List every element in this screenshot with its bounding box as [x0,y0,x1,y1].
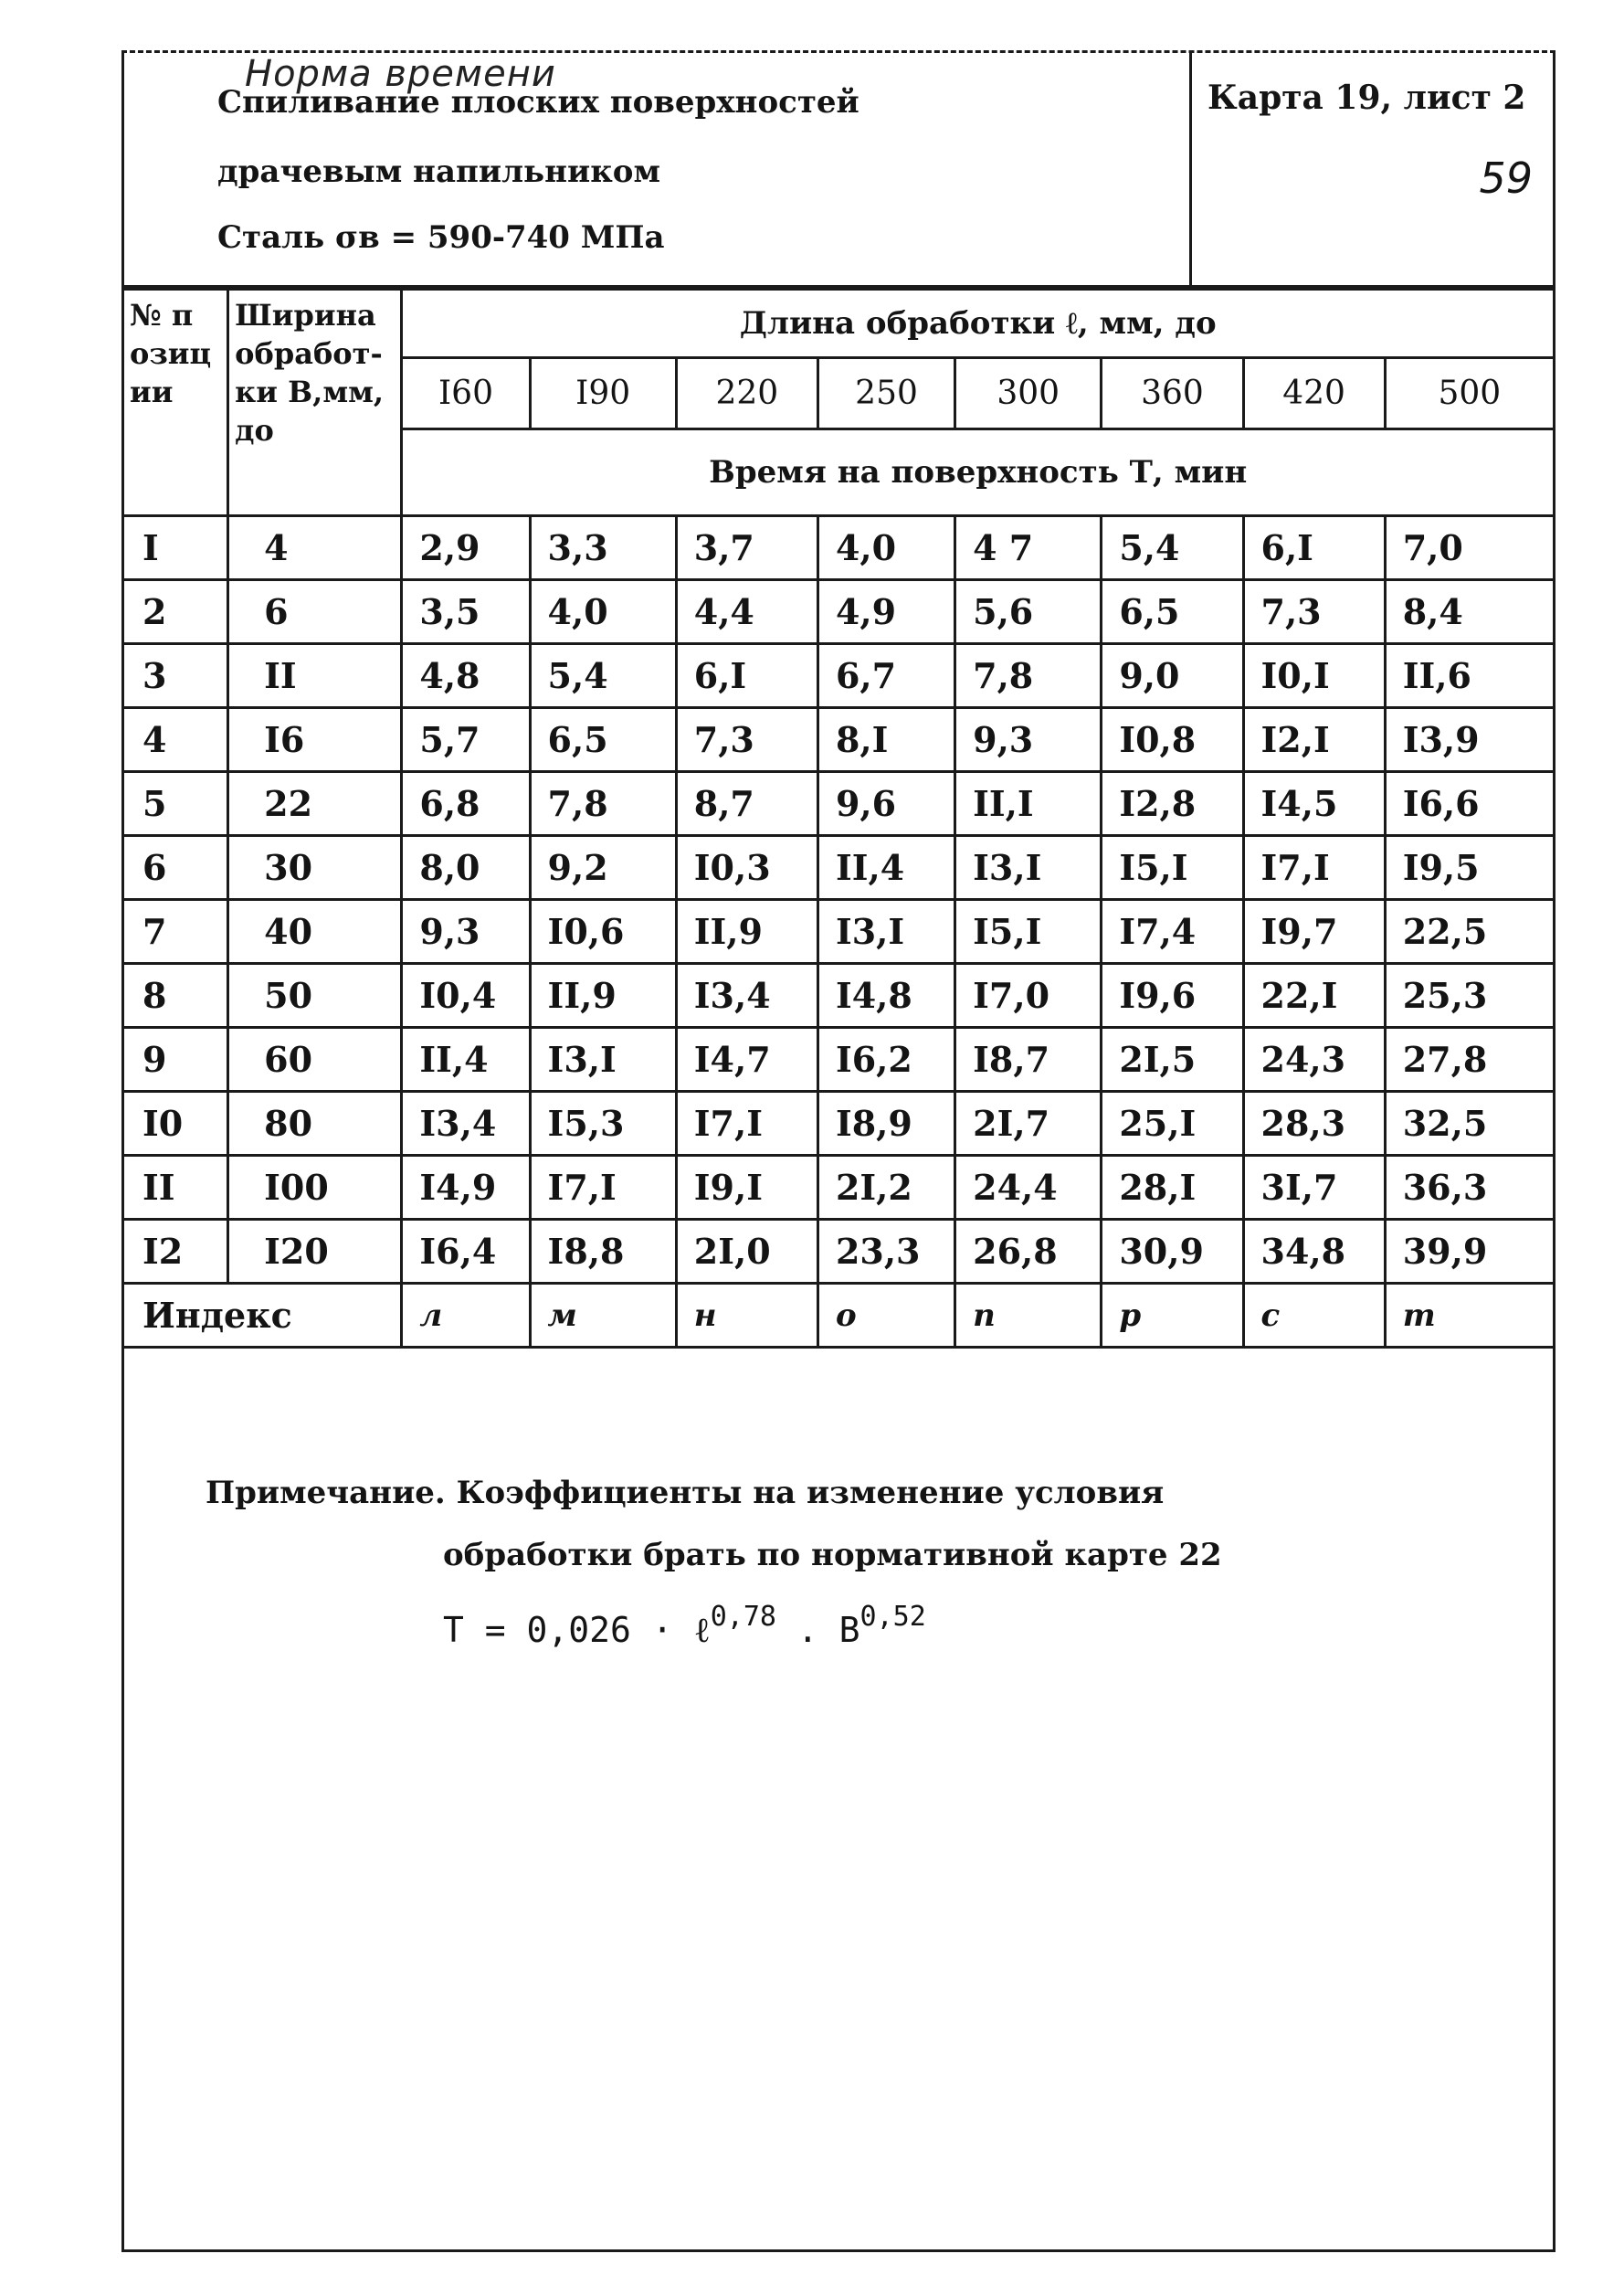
length-header-cell: 250 [817,358,954,429]
table-row [123,1028,1555,1092]
time-value-cell: I4,7 [676,1028,817,1092]
time-value-cell: 9,3 [402,900,530,964]
time-value-cell: I3,I [817,900,954,964]
length-header-cell: I60 [402,358,530,429]
time-value-cell: 4 7 [955,516,1102,580]
time-value-cell: 4,0 [817,516,954,580]
time-value-cell: I0,4 [402,964,530,1028]
time-value-cell: I0,I [1243,644,1385,708]
table-row [123,772,1555,836]
title-line-3: Сталь σв = 590-740 МПа [217,219,665,256]
time-value-cell: I3,I [955,836,1102,900]
time-value-cell: 9,3 [955,708,1102,772]
length-header-cell: 500 [1385,358,1554,429]
index-cell: т [1385,1284,1554,1348]
time-value-cell: I2,8 [1102,772,1243,836]
width-cell: 80 [228,1092,402,1156]
length-caption: Длина обработки ℓ, мм, до [402,290,1555,358]
time-value-cell: 3,5 [402,580,530,644]
time-value-cell: 22,5 [1385,900,1554,964]
time-value-cell: 8,0 [402,836,530,900]
index-cell: о [817,1284,954,1348]
note-block [206,1462,1222,1661]
handwritten-title: Норма времени [245,53,556,95]
time-value-cell: I8,8 [530,1220,676,1284]
time-value-cell: II,I [955,772,1102,836]
width-cell: II [228,644,402,708]
time-value-cell: I9,6 [1102,964,1243,1028]
time-value-cell: 27,8 [1385,1028,1554,1092]
time-value-cell: 6,5 [530,708,676,772]
formula-base: Т = 0,026 · ℓ [443,1610,711,1650]
position-cell: 6 [123,836,228,900]
time-value-cell: 5,4 [1102,516,1243,580]
position-cell: 9 [123,1028,228,1092]
width-cell: 22 [228,772,402,836]
position-cell: 2 [123,580,228,644]
page-number: 59 [1479,153,1533,203]
time-value-cell: I6,6 [1385,772,1554,836]
time-value-cell: 36,3 [1385,1156,1554,1220]
index-cell: м [530,1284,676,1348]
position-cell: I [123,516,228,580]
time-value-cell: 28,I [1102,1156,1243,1220]
time-value-cell: II,6 [1385,644,1554,708]
time-value-cell: I9,5 [1385,836,1554,900]
time-value-cell: 7,3 [676,708,817,772]
table-row [123,964,1555,1028]
time-value-cell: 30,9 [1102,1220,1243,1284]
time-value-cell: 26,8 [955,1220,1102,1284]
time-value-cell: 9,6 [817,772,954,836]
time-value-cell: I4,5 [1243,772,1385,836]
table-row [123,644,1555,708]
time-value-cell: I3,4 [402,1092,530,1156]
time-value-cell: 6,8 [402,772,530,836]
position-cell: 7 [123,900,228,964]
time-value-cell: 4,9 [817,580,954,644]
time-value-cell: 24,4 [955,1156,1102,1220]
time-value-cell: 4,0 [530,580,676,644]
table-row [123,836,1555,900]
time-value-cell: 7,3 [1243,580,1385,644]
length-header-cell: 360 [1102,358,1243,429]
width-cell: I00 [228,1156,402,1220]
time-value-cell: 32,5 [1385,1092,1554,1156]
time-value-cell: 25,3 [1385,964,1554,1028]
position-cell: 4 [123,708,228,772]
width-cell: I6 [228,708,402,772]
time-value-cell: 8,4 [1385,580,1554,644]
time-value-cell: I0,8 [1102,708,1243,772]
time-value-cell: I6,2 [817,1028,954,1092]
time-value-cell: 9,2 [530,836,676,900]
position-cell: I0 [123,1092,228,1156]
time-value-cell: 7,0 [1385,516,1554,580]
time-value-cell: 6,I [1243,516,1385,580]
width-cell: 50 [228,964,402,1028]
time-value-cell: 4,4 [676,580,817,644]
header-divider [1189,50,1192,288]
position-cell: I2 [123,1220,228,1284]
title-line-1: Спиливание плоских поверхностей [217,84,859,121]
time-value-cell: I7,I [676,1092,817,1156]
table-row [123,516,1555,580]
time-value-cell: 28,3 [1243,1092,1385,1156]
time-value-cell: I3,4 [676,964,817,1028]
index-cell: н [676,1284,817,1348]
time-value-cell: 2,9 [402,516,530,580]
position-cell: II [123,1156,228,1220]
note-line-2: обработки брать по нормативной карте 22 [443,1537,1222,1573]
time-value-cell: 23,3 [817,1220,954,1284]
table-row [123,580,1555,644]
time-value-cell: 3I,7 [1243,1156,1385,1220]
width-cell: 40 [228,900,402,964]
time-value-cell: I3,9 [1385,708,1554,772]
time-value-cell: II,4 [817,836,954,900]
note-formula [206,1586,1222,1661]
card-label: Карта 19, лист 2 [1207,79,1526,117]
width-cell: 4 [228,516,402,580]
time-value-cell: 22,I [1243,964,1385,1028]
time-value-cell: I5,I [955,900,1102,964]
time-value-cell: II,9 [530,964,676,1028]
time-value-cell: 24,3 [1243,1028,1385,1092]
time-caption: Время на поверхность Т, мин [402,429,1555,516]
formula-mid: . В [776,1610,860,1650]
time-value-cell: 2I,5 [1102,1028,1243,1092]
time-value-cell: II,4 [402,1028,530,1092]
time-value-cell: I9,I [676,1156,817,1220]
time-value-cell: 5,4 [530,644,676,708]
formula-exponent-b: 0,52 [859,1601,926,1633]
time-value-cell: I7,0 [955,964,1102,1028]
time-value-cell: 25,I [1102,1092,1243,1156]
time-value-cell: 4,8 [402,644,530,708]
time-value-cell: 8,7 [676,772,817,836]
time-value-cell: 2I,0 [676,1220,817,1284]
time-value-cell: I5,I [1102,836,1243,900]
index-label: Индекс [123,1284,402,1348]
index-cell: р [1102,1284,1243,1348]
norm-table [121,288,1555,1349]
time-value-cell: I4,9 [402,1156,530,1220]
time-value-cell: I7,I [530,1156,676,1220]
time-value-cell: 2I,7 [955,1092,1102,1156]
time-value-cell: 6,5 [1102,580,1243,644]
table-row [123,708,1555,772]
formula-exponent-l: 0,78 [710,1601,776,1633]
index-row [123,1284,1555,1348]
position-header: № позиции [123,290,228,516]
time-value-cell: 6,7 [817,644,954,708]
length-header-cell: I90 [530,358,676,429]
time-value-cell: I8,9 [817,1092,954,1156]
time-value-cell: I9,7 [1243,900,1385,964]
index-cell: л [402,1284,530,1348]
time-value-cell: I8,7 [955,1028,1102,1092]
width-cell: 60 [228,1028,402,1092]
time-value-cell: 7,8 [530,772,676,836]
time-value-cell: I0,6 [530,900,676,964]
time-value-cell: 34,8 [1243,1220,1385,1284]
table-row [123,1092,1555,1156]
position-cell: 5 [123,772,228,836]
time-value-cell: I7,I [1243,836,1385,900]
time-value-cell: I5,3 [530,1092,676,1156]
time-value-cell: 7,8 [955,644,1102,708]
length-header-cell: 220 [676,358,817,429]
table-row [123,1156,1555,1220]
table-row [123,900,1555,964]
time-value-cell: 5,6 [955,580,1102,644]
time-value-cell: I0,3 [676,836,817,900]
length-header-cell: 300 [955,358,1102,429]
width-cell: 6 [228,580,402,644]
time-value-cell: I4,8 [817,964,954,1028]
time-value-cell: 5,7 [402,708,530,772]
time-value-cell: I3,I [530,1028,676,1092]
time-value-cell: 3,3 [530,516,676,580]
time-value-cell: 9,0 [1102,644,1243,708]
time-value-cell: 2I,2 [817,1156,954,1220]
time-value-cell: I6,4 [402,1220,530,1284]
time-value-cell: II,9 [676,900,817,964]
index-cell: п [955,1284,1102,1348]
time-value-cell: 8,I [817,708,954,772]
table-row [123,1220,1555,1284]
time-value-cell: 6,I [676,644,817,708]
width-header: Ширина обработки B,мм, до [228,290,402,516]
note-line-1: Примечание. Коэффициенты на изменение условия [206,1475,1165,1511]
time-value-cell: I7,4 [1102,900,1243,964]
index-cell: с [1243,1284,1385,1348]
width-cell: I20 [228,1220,402,1284]
time-value-cell: 39,9 [1385,1220,1554,1284]
width-cell: 30 [228,836,402,900]
time-value-cell: 3,7 [676,516,817,580]
time-value-cell: I2,I [1243,708,1385,772]
position-cell: 8 [123,964,228,1028]
length-header-cell: 420 [1243,358,1385,429]
title-line-2: драчевым напильником [217,153,660,190]
position-cell: 3 [123,644,228,708]
